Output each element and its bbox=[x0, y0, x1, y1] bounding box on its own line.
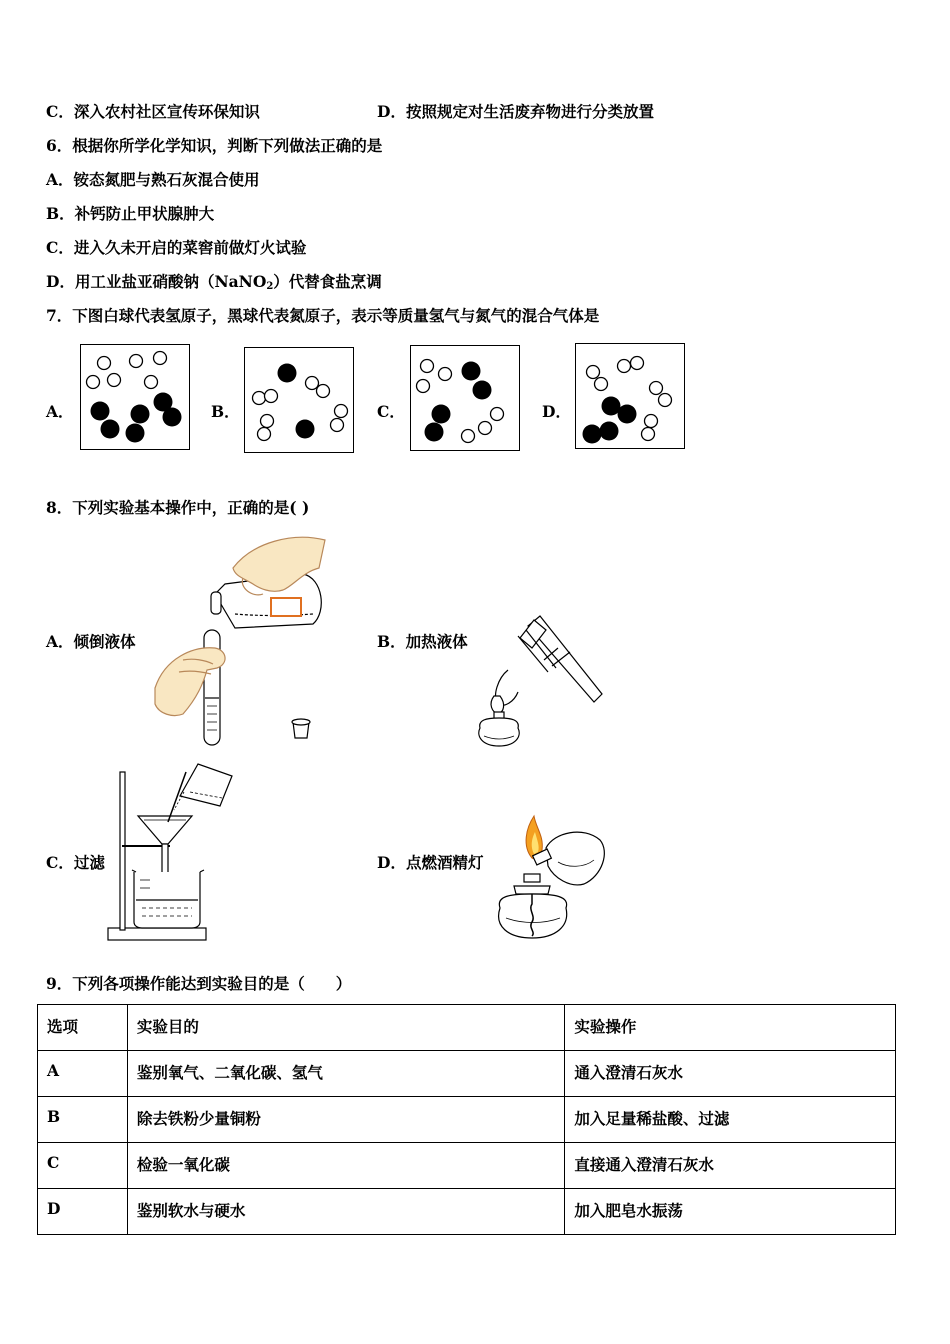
heating-liquid-illustration bbox=[470, 608, 610, 754]
table-cell: 直接通入澄清石灰水 bbox=[565, 1143, 896, 1189]
q6-option-b: B．补钙防止甲状腺肿大 bbox=[46, 204, 215, 223]
table-cell: 除去铁粉少量铜粉 bbox=[127, 1097, 564, 1143]
pouring-liquid-illustration bbox=[143, 528, 333, 754]
q7-label-c: C． bbox=[377, 402, 405, 421]
q8-option-a: A．倾倒液体 bbox=[46, 632, 136, 651]
q7-label-a: A． bbox=[46, 402, 74, 421]
q5-option-d: D．按照规定对生活废弃物进行分类放置 bbox=[377, 102, 654, 121]
table-cell: 检验一氧化碳 bbox=[127, 1143, 564, 1189]
q6-option-d: D．用工业盐亚硝酸钠（NaNO$_2$）代替食盐烹调 bbox=[46, 272, 382, 292]
q9-table bbox=[37, 1004, 896, 1235]
q7-diagram-c bbox=[410, 345, 520, 451]
q7-stem: 7．下图白球代表氢原子，黑球代表氮原子，表示等质量氢气与氮气的混合气体是 bbox=[46, 306, 600, 325]
table-row bbox=[38, 1143, 896, 1189]
q6-stem: 6．根据你所学化学知识，判断下列做法正确的是 bbox=[46, 136, 383, 155]
table-row bbox=[38, 1051, 896, 1097]
table-cell: 加入足量稀盐酸、过滤 bbox=[565, 1097, 896, 1143]
table-row bbox=[38, 1189, 896, 1235]
table-cell: 鉴别氧气、二氧化碳、氢气 bbox=[127, 1051, 564, 1097]
table-cell: 通入澄清石灰水 bbox=[565, 1051, 896, 1097]
q7-diagram-a bbox=[80, 344, 190, 450]
table-cell: A bbox=[38, 1051, 128, 1097]
table-header-cell: 实验操作 bbox=[565, 1005, 896, 1051]
q6-option-c: C．进入久未开启的菜窖前做灯火试验 bbox=[46, 238, 307, 257]
q7-diagram-d bbox=[575, 343, 685, 449]
q5-option-c: C．深入农村社区宣传环保知识 bbox=[46, 102, 260, 121]
q8-option-d: D．点燃酒精灯 bbox=[377, 853, 484, 872]
table-cell: 鉴别软水与硬水 bbox=[127, 1189, 564, 1235]
table-cell: B bbox=[38, 1097, 128, 1143]
lighting-alcohol-lamp-illustration bbox=[488, 812, 616, 950]
q8-stem: 8．下列实验基本操作中，正确的是( ) bbox=[46, 498, 310, 517]
table-row bbox=[38, 1097, 896, 1143]
table-header-row bbox=[38, 1005, 896, 1051]
table-cell: C bbox=[38, 1143, 128, 1189]
q7-label-d: D． bbox=[542, 402, 571, 421]
table-header-cell: 实验目的 bbox=[127, 1005, 564, 1051]
q8-option-c: C．过滤 bbox=[46, 853, 105, 872]
q7-diagram-b bbox=[244, 347, 354, 453]
table-header-cell: 选项 bbox=[38, 1005, 128, 1051]
table-cell: 加入肥皂水振荡 bbox=[565, 1189, 896, 1235]
q8-option-b: B．加热液体 bbox=[377, 632, 468, 651]
q9-stem: 9．下列各项操作能达到实验目的是（ ） bbox=[46, 974, 352, 993]
q6-option-a: A．铵态氮肥与熟石灰混合使用 bbox=[46, 170, 260, 189]
filtration-illustration bbox=[104, 762, 240, 948]
q7-label-b: B． bbox=[211, 402, 240, 421]
table-cell: D bbox=[38, 1189, 128, 1235]
